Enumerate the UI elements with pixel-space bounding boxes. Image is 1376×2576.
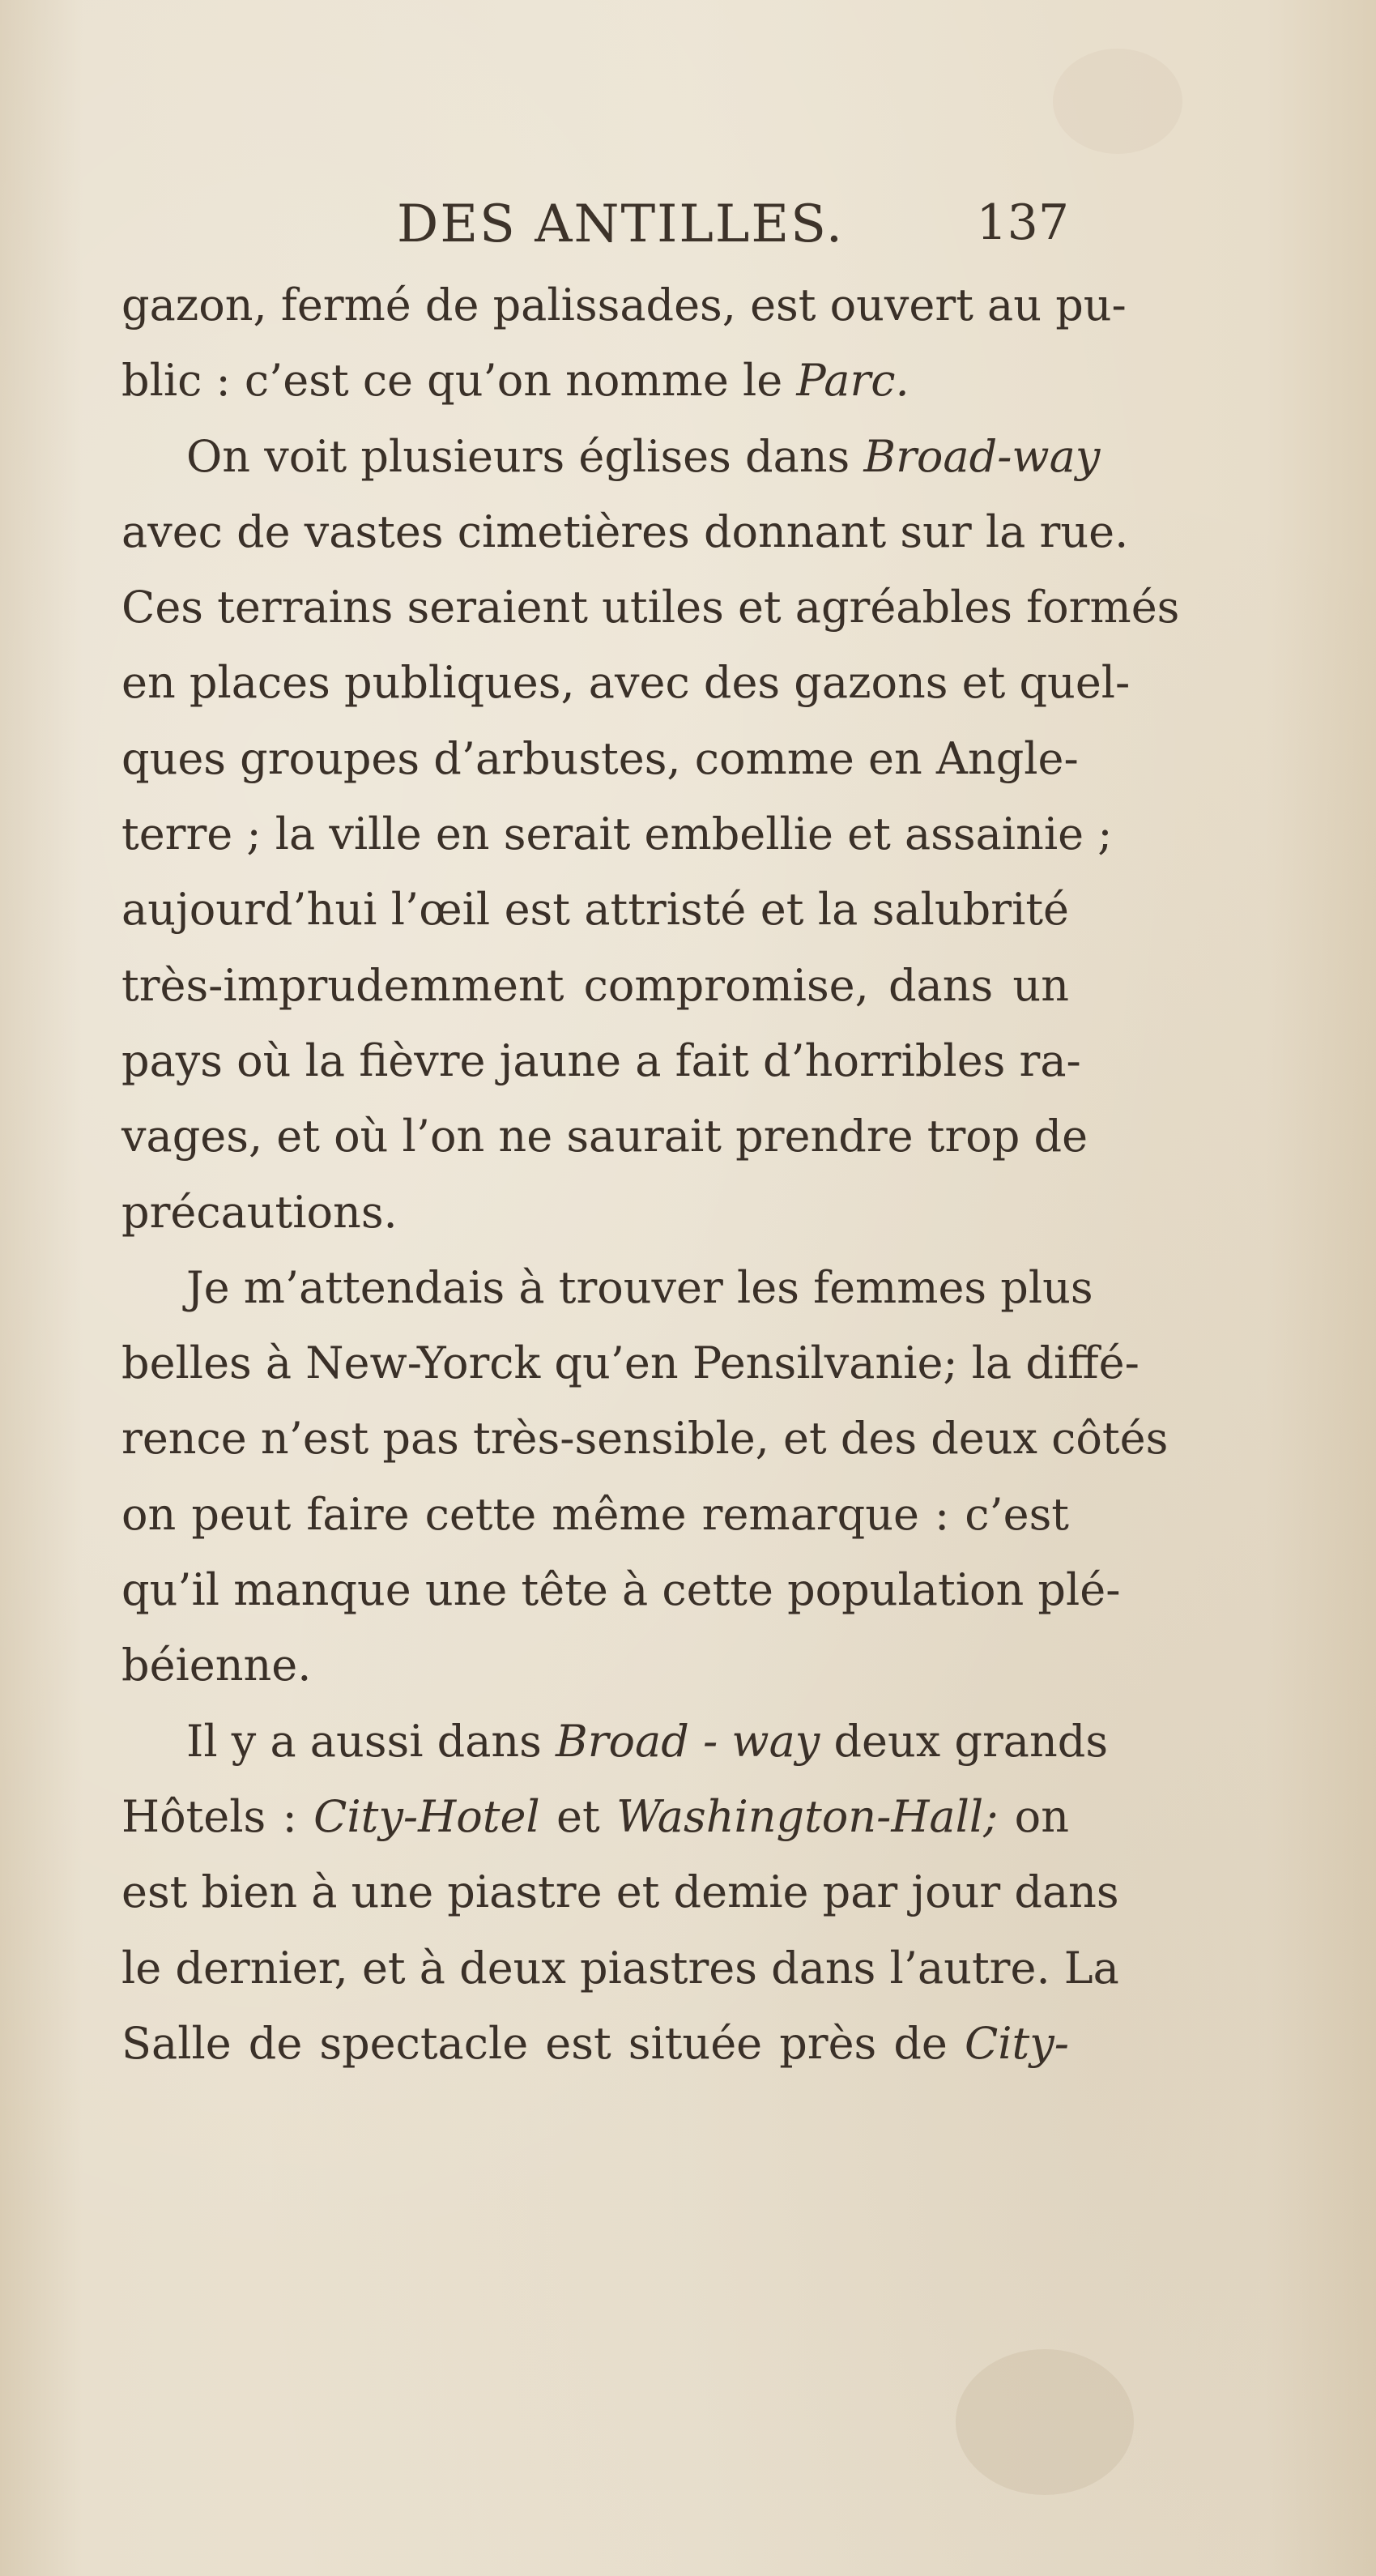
text-line [121, 1779, 1069, 1854]
text-line: Je m’attendais à trouver les femmes plus [186, 1261, 1093, 1313]
text-line: qu’il manque une tête à cette population plé- [121, 1564, 1121, 1616]
page-number: 137 [976, 194, 1069, 251]
text-segment: deux grands [820, 1715, 1109, 1767]
italic-term: Washington-Hall; [616, 1790, 999, 1842]
text-segment: Hôtels : [121, 1790, 314, 1842]
running-head [121, 194, 1069, 267]
text-line [121, 1704, 1109, 1779]
paper-stain [956, 2349, 1134, 2495]
text-line [121, 2006, 1069, 2081]
text-segment: blic : c’est ce qu’on nomme le [121, 355, 797, 407]
text-line: pays où la fièvre jaune a fait d’horribles ra- [121, 1034, 1081, 1086]
text-line: en places publiques, avec des gazons et quel- [121, 657, 1131, 709]
text-line: ques groupes d’arbustes, comme en Angle- [121, 732, 1079, 784]
italic-term: City- [964, 2017, 1069, 2069]
text-segment: On voit plusieurs églises dans [186, 430, 864, 482]
text-line: belles à New-Yorck qu’en Pensilvanie; la diffé- [121, 1337, 1140, 1389]
paper-stain [1053, 49, 1182, 154]
text-line: très-imprudemment compromise, dans un [121, 959, 1069, 1011]
text-line: précautions. [121, 1186, 398, 1238]
text-line: gazon, fermé de palissades, est ouvert au pu- [121, 279, 1127, 331]
text-line: on peut faire cette même remarque : c’est [121, 1488, 1069, 1540]
text-line: est bien à une piastre et demie par jour dans [121, 1866, 1119, 1918]
text-line: béienne. [121, 1640, 312, 1691]
text-line: vages, et où l’on ne saurait prendre trop de [121, 1111, 1088, 1162]
text-line [121, 343, 1069, 418]
italic-term: Broad - way [556, 1715, 820, 1767]
italic-term: City-Hotel [313, 1790, 540, 1842]
text-line: terre ; la ville en serait embellie et assainie ; [121, 808, 1113, 860]
italic-term: Parc. [796, 355, 910, 407]
text-segment: on [998, 1790, 1069, 1842]
text-segment: Salle de spectacle est située près de [121, 2017, 965, 2069]
text-line: avec de vastes cimetières donnant sur la rue. [121, 505, 1129, 557]
body-text [121, 267, 1180, 2081]
running-head-title: DES ANTILLES. [397, 194, 845, 254]
text-line: le dernier, et à deux piastres dans l’autre. La [121, 1942, 1119, 1994]
text-segment: Il y a aussi dans [186, 1715, 556, 1767]
text-line: Ces terrains seraient utiles et agréables formés [121, 582, 1180, 633]
text-segment: et [539, 1790, 616, 1842]
text-line: rence n’est pas très-sensible, et des deux côtés [121, 1413, 1169, 1465]
italic-term: Broad-way [863, 430, 1101, 482]
text-line: aujourd’hui l’œil est attristé et la salubrité [121, 884, 1069, 936]
text-line [121, 419, 1101, 494]
